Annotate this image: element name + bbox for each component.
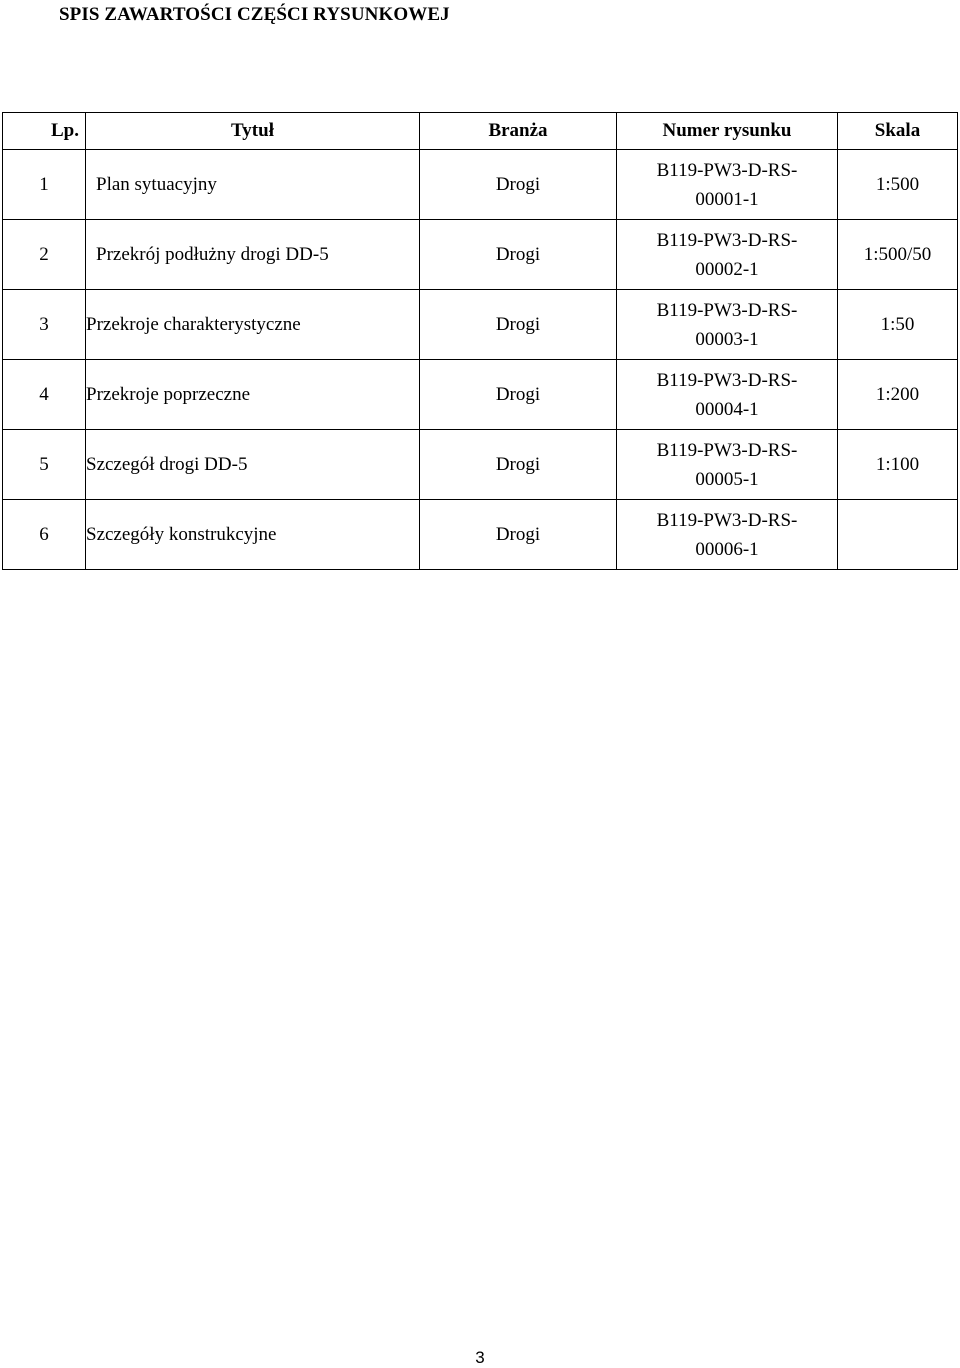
number-line-2: 00005-1 — [695, 468, 759, 490]
cell-branch: Drogi — [420, 360, 617, 430]
cell-number — [617, 430, 838, 500]
drawings-table — [2, 112, 958, 570]
cell-title: Przekroje charakterystyczne — [86, 290, 420, 360]
cell-title: Szczegół drogi DD-5 — [86, 430, 420, 500]
cell-title: Plan sytuacyjny — [86, 150, 420, 220]
cell-branch: Drogi — [420, 290, 617, 360]
number-line-2: 00004-1 — [695, 398, 759, 420]
cell-lp: 2 — [3, 220, 86, 290]
cell-number — [617, 220, 838, 290]
cell-scale: 1:500 — [838, 150, 958, 220]
number-line-2: 00003-1 — [695, 328, 759, 350]
cell-branch: Drogi — [420, 150, 617, 220]
cell-lp: 6 — [3, 500, 86, 570]
number-line-1: B119-PW3-D-RS- — [656, 299, 798, 321]
cell-scale: 1:500/50 — [838, 220, 958, 290]
cell-scale: 1:50 — [838, 290, 958, 360]
cell-scale — [838, 500, 958, 570]
cell-lp: 3 — [3, 290, 86, 360]
cell-lp: 4 — [3, 360, 86, 430]
cell-lp: 1 — [3, 150, 86, 220]
number-line-2: 00006-1 — [695, 538, 759, 560]
cell-number — [617, 290, 838, 360]
cell-title: Przekrój podłużny drogi DD-5 — [86, 220, 420, 290]
table-row — [3, 360, 958, 430]
number-line-1: B119-PW3-D-RS- — [656, 229, 798, 251]
number-line-1: B119-PW3-D-RS- — [656, 369, 798, 391]
cell-title: Szczegóły konstrukcyjne — [86, 500, 420, 570]
table-row — [3, 220, 958, 290]
cell-number — [617, 500, 838, 570]
number-line-1: B119-PW3-D-RS- — [656, 159, 798, 181]
number-line-1: B119-PW3-D-RS- — [656, 439, 798, 461]
table-row — [3, 500, 958, 570]
table-row — [3, 150, 958, 220]
cell-scale: 1:100 — [838, 430, 958, 500]
cell-scale: 1:200 — [838, 360, 958, 430]
page-number: 3 — [475, 1348, 485, 1367]
cell-branch: Drogi — [420, 430, 617, 500]
table-header-row — [3, 113, 958, 150]
header-lp: Lp. — [3, 113, 86, 150]
cell-branch: Drogi — [420, 220, 617, 290]
header-branch: Branża — [420, 113, 617, 150]
page-title: SPIS ZAWARTOŚCI CZĘŚCI RYSUNKOWEJ — [59, 4, 450, 25]
cell-number — [617, 360, 838, 430]
header-number: Numer rysunku — [617, 113, 838, 150]
table-row — [3, 430, 958, 500]
cell-lp: 5 — [3, 430, 86, 500]
cell-title: Przekroje poprzeczne — [86, 360, 420, 430]
table-row — [3, 290, 958, 360]
number-line-1: B119-PW3-D-RS- — [656, 509, 798, 531]
header-title: Tytuł — [86, 113, 420, 150]
cell-number — [617, 150, 838, 220]
cell-branch: Drogi — [420, 500, 617, 570]
header-scale: Skala — [838, 113, 958, 150]
number-line-2: 00001-1 — [695, 188, 759, 210]
number-line-2: 00002-1 — [695, 258, 759, 280]
